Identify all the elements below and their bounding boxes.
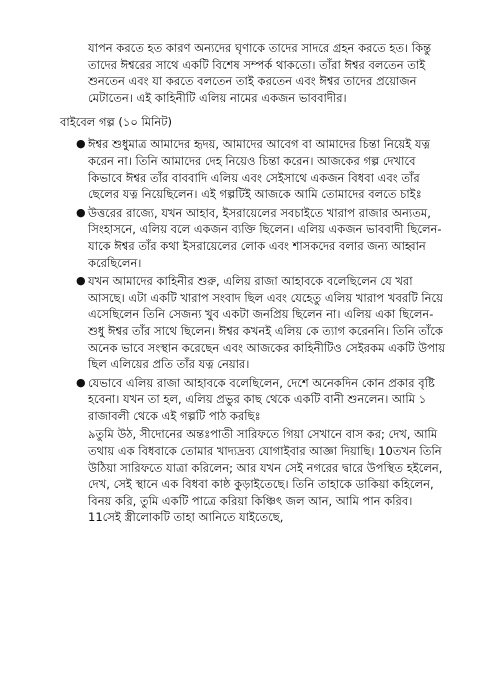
intro-paragraph: যাপন করতে হত কারণ অন্যদের ঘৃণাকে তাদের সাদরে গ্রহন করতে হত। কিন্তু তাদের ঈশ্বরের সাথে একটি বিশেষ সম্পর্ক থাকতো। তাঁরা ঈশ্বর বলতেন তাই শুনতেন এবং যা করতে বলতেন তাই করতেন এবং ঈশ্বর তাদের প্রয়োজন মেটাতেন। এই কাহিনীটি এলিয় নামের একজন ভাববাদীর। (88, 41, 432, 105)
section-heading: বাইবেল গল্প (১০ মিনিট) (60, 115, 173, 130)
bullet-text: যেভাবে এলিয় রাজা আহাবকে বলেছিলেন, দেশে অনেকদিন কোন প্রকার বৃষ্টি হবেনা। যখন তা হল, এলিয় প্রভুর কাছ থেকে একটি বানী শুনলেন। আমি ১ রাজাবলী থেকে এই গল্পটি পাঠ করছিঃ (88, 375, 435, 423)
bullet-marker-icon: ● (76, 137, 86, 151)
bullet-text: উত্তরের রাজ্যে, যখন আহাব, ইসরায়েলের সবচাইতে খারাপ রাজার অন্যতম, সিংহাসনে, এলিয় বলে একজন ব্যক্তি ছিলেন। এলিয় একজন ভাববাদী ছিলেন- যাকে ঈশ্বর তাঁর কথা ইসরায়েলের লোক এবং শাসকদের বলার জন্য আহ্বান করেছিলেন। (88, 205, 442, 270)
bullet-marker-icon: ● (76, 205, 86, 219)
bullet-item (76, 205, 447, 271)
bullet-item (76, 136, 447, 202)
scripture-quote: ৯তুমি উঠ, সীদোনের অন্তঃপাতী সারিফতে গিয়া সেখানে বাস কর; দেখ, আমি তথায় এক বিধবাকে তোমার খাদ্যদ্রব্য যোগাইবার আজ্ঞা দিয়াছি। 10তখন তিনি উঠিয়া সারিফতে যাত্রা করিলেন; আর যখন সেই নগরের দ্বারে উপস্থিত হইলেন, দেখ, সেই স্থানে এক বিধবা কাষ্ঠ কুড়াইতেছে। তিনি তাহাকে ডাকিয়া কহিলেন, বিনয় করি, তুমি একটি পাত্রে করিয়া কিঞ্চিৎ জল আন, আমি পান করিব। 11সেই স্ত্রীলোকটি তাহা আনিতে যাইতেছে, (88, 427, 443, 525)
bullet-text: ঈশ্বর শুধুমাত্র আমাদের হৃদয়, আমাদের আবেগ বা আমাদের চিন্তা নিয়েই যত্ন করেন না। তিনি আমাদের দেহ নিয়েও চিন্তা করেন। আজকের গল্প দেখাবে কিভাবে ঈশ্বর তাঁর বাববাদি এলিয় এবং সেইসাথে একজন বিধবা এবং তাঁর ছেলের যত্ন নিয়েছিলেন। এই গল্পটিই আজকে আমি তোমাদের বলতে চাইঃ (88, 137, 430, 202)
bullet-text: যখন আমাদের কাহিনীর শুরু, এলিয় রাজা আহাবকে বলেছিলেন যে খরা আসছে। এটা একটি খারাপ সংবাদ ছিল এবং যেহেতু এলিয় খারাপ খবরটি নিয়ে এসেছিলেন তিনি সেজন্য খুব একটা জনপ্রিয় ছিলেন না। এলিয় একা ছিলেন- শুধু ঈশ্বর তাঁর সাথে ছিলেন। ঈশ্বর কখনই এলিয় কে ত্যাগ করেননি। তিনি তাঁকে অনেক ভাবে সংস্থান করেছেন এবং আজকের কাহিনীটিও সেইরকম একটি উপায় ছিল এলিয়ের প্রতি তাঁর যত্ন নেয়ার। (88, 274, 446, 372)
bullet-list (40, 136, 447, 526)
bullet-item (76, 273, 447, 373)
bullet-marker-icon: ● (76, 375, 86, 389)
bullet-marker-icon: ● (76, 274, 86, 288)
bullet-item (76, 375, 447, 526)
